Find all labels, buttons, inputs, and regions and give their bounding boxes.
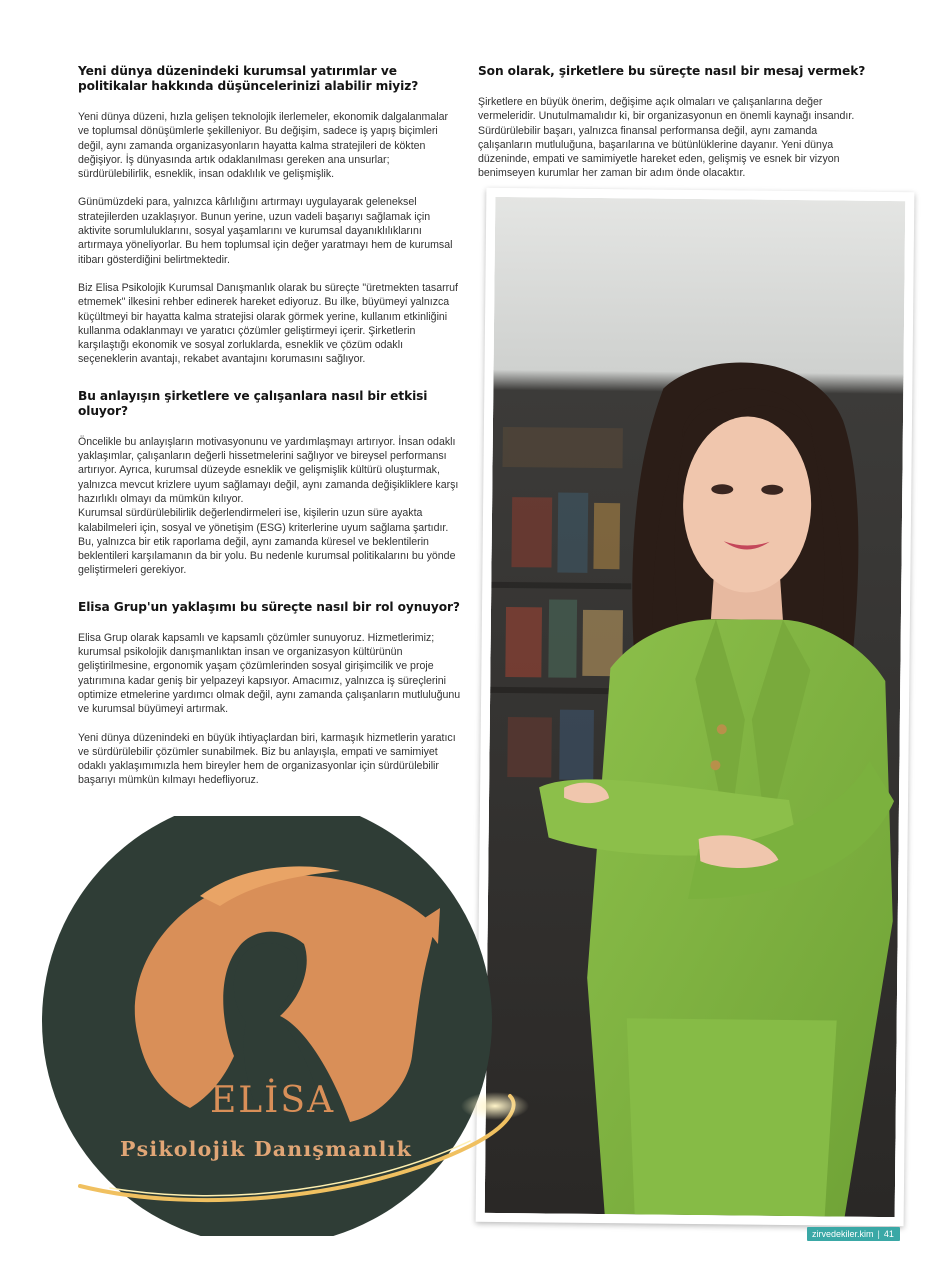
page-footer xyxy=(807,1227,900,1241)
footer-separator: | xyxy=(877,1229,880,1239)
question-heading-3: Elisa Grup'un yaklaşımı bu süreçte nasıl bir rol oynuyor? xyxy=(78,599,460,614)
elisa-logo xyxy=(40,816,540,1236)
answer-paragraph: Biz Elisa Psikolojik Kurumsal Danışmanlık olarak bu süreçte "üretmekten tasarruf etmemek" ilkesini rehber edinerek hareket ediyoruz. Bu ilke, büyümeyi yalnızca küçültmeyi bir hayatta kalma stratejisi olarak görmek yerine, kullanım etkinliğini kullanma odaklanmayı ve yaratıcı çözümler geliştirmeyi içerir. Şirketlerin karşılaştığı ekonomik ve sosyal zorluklarda, esneklik ve çözüm odaklı seçeneklerin avantajı, rekabet avantajını korumasını sağlıyor. xyxy=(78,281,458,366)
page-number: 41 xyxy=(883,1229,894,1239)
portrait-photo-icon xyxy=(485,197,906,1217)
question-heading-1: Yeni dünya düzenindeki kurumsal yatırımlar ve politikalar hakkında düşüncelerinizi alabilir miyiz? xyxy=(78,64,419,93)
logo-subtitle: Psikolojik Danışmanlık xyxy=(120,1137,412,1161)
answer-paragraph: Günümüzdeki para, yalnızca kârlılığını artırmayı uygulayarak geleneksel stratejilerden uzaklaşıyor. Bunun yerine, uzun vadeli başarıyı sağlamak için aktivite sorumluluklarını, sosyal yaşamlarını ve kurumsal dayanıklılıklarını artırmaya yöneliyorlar. Bu hem toplumsal için değer yaratmayı hem de kurumsal itibarı gösterdiğini belirtmektedir. xyxy=(78,196,453,266)
question-heading-4: Son olarak, şirketlere bu süreçte nasıl bir mesaj vermek? xyxy=(478,64,866,78)
article-left-column xyxy=(78,64,462,788)
answer-paragraph: Yeni dünya düzenindeki en büyük ihtiyaçlardan biri, karmaşık hizmetlerin yaratıcı ve sürdürülebilir çözümler sunabilmek. Biz bu anlayışla, empati ve samimiyet odaklı yaklaşımımızla hem bireyler hem de organizasyonlar için sürdürülebilir başarıyı mümkün kılmayı hedefliyoruz. xyxy=(78,731,456,787)
answer-paragraph: Elisa Grup olarak kapsamlı ve kapsamlı çözümler sunuyoruz. Hizmetlerimiz; kurumsal psikolojik danışmanlıktan insan ve organizasyon kültürünün geliştirilmesine, ergonomik yaşam çözümlerinden sosyal girişimcilik ve proje yatırımına kadar geniş bir yelpazeyi kapsıyor. Amacımız, yalnızca iş süreçlerini optimize etmelerine yardımcı olmak değil, aynı zamanda çalışanların mutluluğunu ve kurumsal büyümeyi artırmak. xyxy=(78,631,461,716)
portrait-photo xyxy=(485,197,906,1217)
footer-site: zirvedekiler.kim xyxy=(812,1229,874,1239)
answer-paragraph: Yeni dünya düzeni, hızla gelişen teknolojik ilerlemeler, ekonomik dalgalanmalar ve toplumsal dönüşümlerle şekilleniyor. Bu değişim, sadece iş yapış biçimleri değil, aynı zamanda organizasyonların hayatta kalma stratejileri de kökten değişiyor. İş dünyasında artık odaklanılması gereken ana unsurlar; sürdürülebilirlik, esneklik, insan odaklılık ve gelişmişlik. xyxy=(78,111,449,181)
article-right-column xyxy=(478,64,866,181)
question-heading-2: Bu anlayışın şirketlere ve çalışanlara nasıl bir etkisi oluyor? xyxy=(78,388,428,418)
logo-name: ELİSA xyxy=(210,1080,336,1121)
answer-paragraph: Öncelikle bu anlayışların motivasyonunu ve yardımlaşmayı artırıyor. İnsan odaklı yaklaşımlar, çalışanların değerli hissetmelerini sağlıyor ve bireysel performansı artırıyor. Ayrıca, kurumsal düzeyde esneklik ve gelişmişlik kültürü oluşturmak, yalnızca mevcut krizlere uyum sağlamayı değil, aynı zamanda değişikliklere karşı hazırlıklı olmayı da mümkün kılıyor. xyxy=(78,435,459,505)
answer-paragraph: Kurumsal sürdürülebilirlik değerlendirmeleri ise, kişilerin uzun süre ayakta kalabilmeleri için, sosyal ve yönetişim (ESG) kriterlerine uyum sağlama şartıdır. Bu, yalnızca bir etik raporlama değil, aynı zamanda küresel ve beklentilerin beklentileri karşılamanın da bir yolu. Bu nedenle kurumsal politikalarını bu yönde geliştirmeleri gerekiyor. xyxy=(78,507,456,577)
horse-woman-silhouette-icon xyxy=(40,816,540,1236)
portrait-photo-frame xyxy=(476,188,915,1226)
answer-paragraph: Şirketlere en büyük önerim, değişime açık olmaları ve çalışanlarına değer vermeleridir. Unutulmamalıdır ki, bir organizasyonun en önemli kaynağı insandır. Sürdürülebilir başarı, yalnızca finansal performansa değil, aynı zamanda çalışanların mutluluğuna, başarılarına ve bütünlüklerine dayanır. Yeni dünya düzeninde, empati ve samimiyetle hareket eden, gelişmiş ve esnek bir vizyon benimseyen kurumlar her zaman bir adım önde olacaktır. xyxy=(478,96,855,180)
